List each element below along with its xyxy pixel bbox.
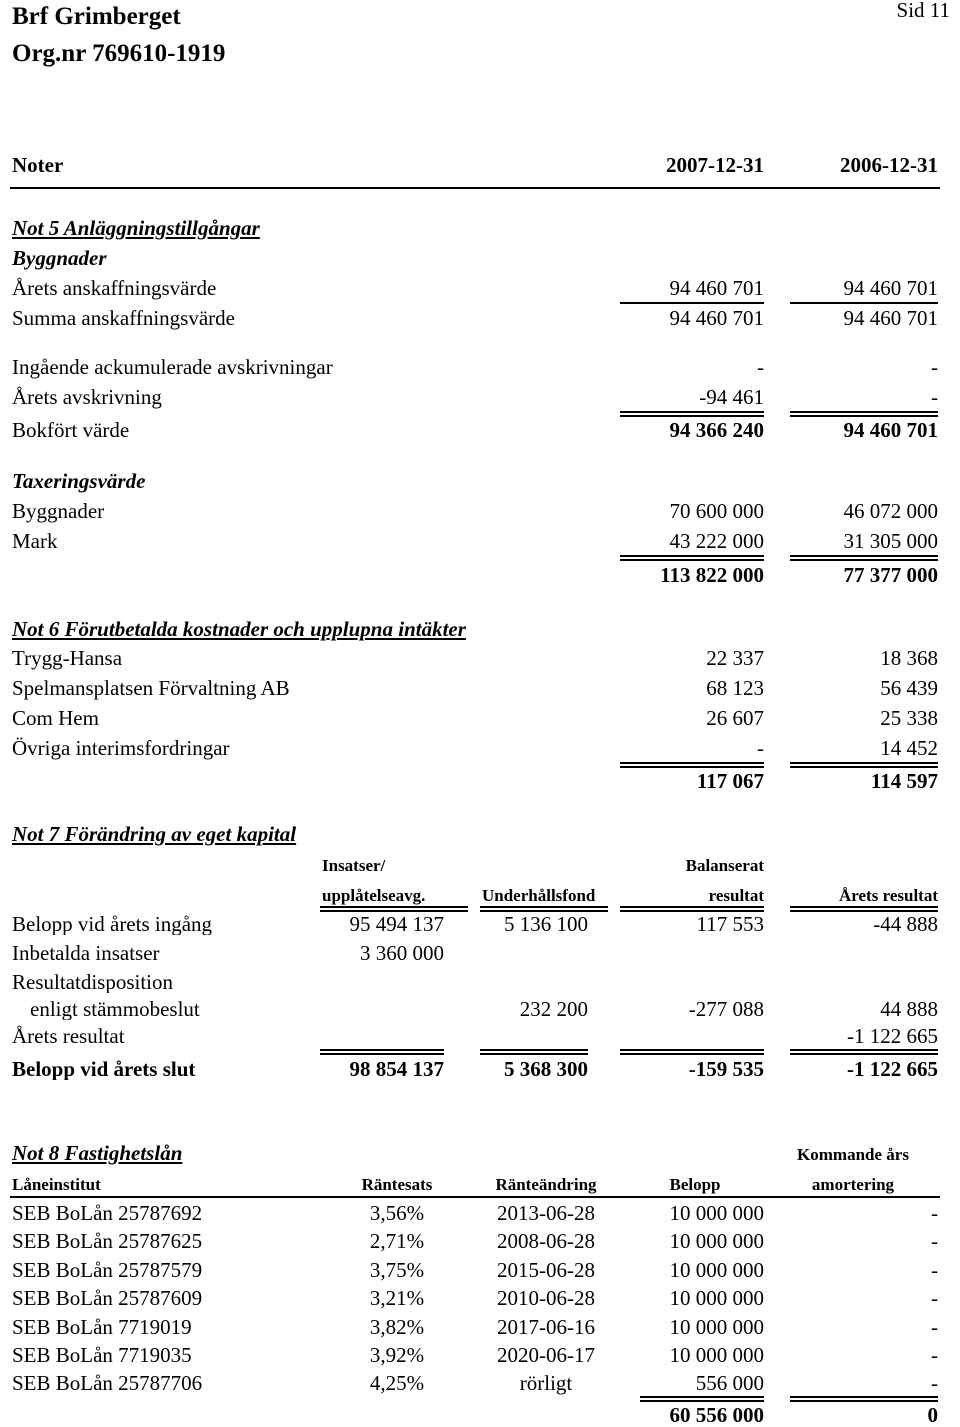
loan-amount: 556 000 bbox=[695, 1371, 764, 1395]
note7-row-maintenance-fund: 232 200 bbox=[519, 997, 588, 1021]
note7-total-year-result: -1 122 665 bbox=[847, 1057, 938, 1081]
note5-subtitle: Byggnader bbox=[12, 246, 107, 270]
loan-rate-change: 2015-06-28 bbox=[497, 1258, 595, 1282]
note5-row-value-2007: -94 461 bbox=[699, 385, 764, 409]
subtotal-rule bbox=[620, 302, 764, 304]
note7-header-retained: resultat bbox=[708, 886, 764, 905]
note6-total-2006: 114 597 bbox=[870, 769, 938, 793]
note5-row-label: Årets anskaffningsvärde bbox=[12, 276, 217, 300]
loan-rate-change: 2020-06-17 bbox=[497, 1343, 595, 1367]
note8-header-lender: Låneinstitut bbox=[12, 1175, 101, 1194]
note7-header-maintenance-fund: Underhållsfond bbox=[482, 886, 596, 905]
double-rule bbox=[480, 1049, 588, 1055]
note6-row-value-2007: 68 123 bbox=[706, 676, 764, 700]
note7-total-contributions: 98 854 137 bbox=[349, 1057, 444, 1081]
tax-total-2006: 77 377 000 bbox=[843, 563, 938, 587]
tax-row-value-2007: 70 600 000 bbox=[669, 499, 764, 523]
loan-amount: 10 000 000 bbox=[669, 1201, 764, 1225]
loan-rate: 3,92% bbox=[369, 1343, 425, 1367]
double-rule bbox=[620, 762, 764, 768]
organization-number: Org.nr 769610-1919 bbox=[12, 40, 226, 67]
loan-amortization: - bbox=[931, 1258, 938, 1282]
loan-amortization: - bbox=[931, 1343, 938, 1367]
note8-header-rate: Räntesats bbox=[361, 1175, 433, 1194]
note7-row-retained: 117 553 bbox=[696, 912, 764, 936]
note7-row-contributions: 3 360 000 bbox=[360, 941, 444, 965]
note5-row-value-2007: 94 460 701 bbox=[669, 306, 764, 330]
note7-total-maintenance-fund: 5 368 300 bbox=[504, 1057, 588, 1081]
loan-rate-change: 2008-06-28 bbox=[497, 1229, 595, 1253]
note5-row-value-2006: - bbox=[931, 355, 938, 379]
loan-amount: 10 000 000 bbox=[669, 1229, 764, 1253]
note8-title: Not 8 Fastighetslån bbox=[12, 1141, 183, 1165]
note5-row-value-2007: 94 460 701 bbox=[669, 276, 764, 300]
note8-header-rule bbox=[10, 1196, 940, 1198]
double-rule bbox=[790, 411, 938, 417]
note7-row-label: Belopp vid årets ingång bbox=[12, 914, 213, 935]
double-rule bbox=[790, 1396, 938, 1402]
loan-rate-change: 2010-06-28 bbox=[497, 1286, 595, 1310]
loan-rate-change: rörligt bbox=[519, 1371, 573, 1395]
note5-row-value-2007: - bbox=[757, 355, 764, 379]
page-number: Sid 11 bbox=[896, 0, 950, 22]
note5-row-label: Summa anskaffningsvärde bbox=[12, 306, 235, 330]
double-rule bbox=[620, 411, 764, 417]
note6-row-label: Trygg-Hansa bbox=[12, 646, 123, 670]
note6-title: Not 6 Förutbetalda kostnader och upplupna intäkter bbox=[12, 617, 466, 641]
note7-title: Not 7 Förändring av eget kapital bbox=[12, 822, 297, 846]
loan-total-amount: 60 556 000 bbox=[669, 1403, 764, 1427]
note6-row-value-2007: - bbox=[757, 736, 764, 760]
note6-row-value-2006: 14 452 bbox=[880, 736, 938, 760]
loan-rate: 3,21% bbox=[369, 1286, 425, 1310]
note5-book-value-2006: 94 460 701 bbox=[843, 418, 938, 442]
note7-row-contributions: 95 494 137 bbox=[349, 912, 444, 936]
note7-header-year-result: Årets resultat bbox=[839, 886, 938, 905]
note7-row-year-result: -1 122 665 bbox=[847, 1024, 938, 1048]
loan-amount: 10 000 000 bbox=[669, 1343, 764, 1367]
note7-row-label: enligt stämmobeslut bbox=[30, 999, 200, 1020]
organization-name: Brf Grimberget bbox=[12, 3, 181, 30]
note8-header-amortization: amortering bbox=[811, 1175, 895, 1194]
note7-row-year-result: -44 888 bbox=[873, 912, 938, 936]
loan-rate: 4,25% bbox=[369, 1371, 425, 1395]
column-header-2006: 2006-12-31 bbox=[840, 153, 938, 177]
note6-row-value-2006: 25 338 bbox=[880, 706, 938, 730]
note5-row-value-2006: 94 460 701 bbox=[843, 276, 938, 300]
double-rule bbox=[790, 555, 938, 561]
tax-total-2007: 113 822 000 bbox=[660, 563, 764, 587]
note7-row-label: Årets resultat bbox=[12, 1024, 125, 1048]
note5-book-value-label: Bokfört värde bbox=[12, 418, 130, 442]
note7-total-label: Belopp vid årets slut bbox=[12, 1059, 196, 1080]
loan-lender: SEB BoLån 25787625 bbox=[12, 1229, 203, 1253]
loan-amortization: - bbox=[931, 1315, 938, 1339]
loan-rate-change: 2013-06-28 bbox=[497, 1201, 595, 1225]
column-header-2007: 2007-12-31 bbox=[666, 153, 764, 177]
double-rule bbox=[790, 1049, 938, 1055]
note5-row-label: Årets avskrivning bbox=[12, 385, 162, 409]
note6-row-value-2007: 26 607 bbox=[706, 706, 764, 730]
subtotal-rule bbox=[790, 302, 938, 304]
loan-lender: SEB BoLån 7719019 bbox=[12, 1315, 192, 1339]
loan-rate: 3,75% bbox=[369, 1258, 425, 1282]
note6-row-label: Spelmansplatsen Förvaltning AB bbox=[12, 676, 290, 700]
note8-header-amount: Belopp bbox=[669, 1175, 721, 1194]
note5-row-value-2006: 94 460 701 bbox=[843, 306, 938, 330]
note6-row-label: Com Hem bbox=[12, 706, 99, 730]
loan-amortization: - bbox=[931, 1201, 938, 1225]
loan-amortization: - bbox=[931, 1229, 938, 1253]
header-rule bbox=[10, 187, 940, 189]
note6-total-2007: 117 067 bbox=[696, 769, 764, 793]
note8-header-amortization-top: Kommande års bbox=[797, 1145, 909, 1164]
double-rule bbox=[790, 762, 938, 768]
note5-row-value-2006: - bbox=[931, 385, 938, 409]
note5-row-label: Ingående ackumulerade avskrivningar bbox=[12, 355, 333, 379]
note7-row-year-result: 44 888 bbox=[880, 997, 938, 1021]
loan-lender: SEB BoLån 25787609 bbox=[12, 1286, 203, 1310]
note6-row-value-2006: 56 439 bbox=[880, 676, 938, 700]
note5-book-value-2007: 94 366 240 bbox=[669, 418, 764, 442]
tax-row-value-2007: 43 222 000 bbox=[669, 529, 764, 553]
tax-value-heading: Taxeringsvärde bbox=[12, 469, 146, 493]
note5-title: Not 5 Anläggningstillgångar bbox=[12, 216, 260, 240]
loan-rate: 3,56% bbox=[369, 1201, 425, 1225]
note7-row-retained: -277 088 bbox=[688, 997, 764, 1021]
loan-amortization: - bbox=[931, 1371, 938, 1395]
loan-lender: SEB BoLån 7719035 bbox=[12, 1343, 192, 1367]
tax-row-value-2006: 46 072 000 bbox=[843, 499, 938, 523]
note7-header-contributions-top: Insatser/ bbox=[322, 856, 386, 875]
loan-lender: SEB BoLån 25787579 bbox=[12, 1258, 203, 1282]
note7-row-maintenance-fund: 5 136 100 bbox=[504, 912, 588, 936]
loan-lender: SEB BoLån 25787706 bbox=[12, 1371, 203, 1395]
note7-total-retained: -159 535 bbox=[688, 1057, 764, 1081]
double-rule bbox=[620, 555, 764, 561]
tax-row-value-2006: 31 305 000 bbox=[843, 529, 938, 553]
notes-heading: Noter bbox=[12, 153, 64, 177]
double-rule bbox=[640, 1396, 764, 1402]
loan-rate: 2,71% bbox=[369, 1229, 425, 1253]
note7-header-contributions: upplåtelseavg. bbox=[322, 886, 426, 905]
loan-amount: 10 000 000 bbox=[669, 1258, 764, 1282]
loan-rate: 3,82% bbox=[369, 1315, 425, 1339]
loan-rate-change: 2017-06-16 bbox=[497, 1315, 595, 1339]
note6-row-value-2007: 22 337 bbox=[706, 646, 764, 670]
loan-amortization: - bbox=[931, 1286, 938, 1310]
double-rule bbox=[320, 1049, 444, 1055]
note6-row-label: Övriga interimsfordringar bbox=[12, 736, 230, 760]
note7-header-retained-top: Balanserat bbox=[685, 856, 764, 875]
note8-header-rate-change: Ränteändring bbox=[495, 1175, 597, 1194]
tax-row-label: Byggnader bbox=[12, 499, 105, 523]
double-rule bbox=[620, 1049, 764, 1055]
loan-lender: SEB BoLån 25787692 bbox=[12, 1201, 203, 1225]
note6-row-value-2006: 18 368 bbox=[880, 646, 938, 670]
loan-amount: 10 000 000 bbox=[669, 1286, 764, 1310]
loan-amount: 10 000 000 bbox=[669, 1315, 764, 1339]
note7-row-label: Inbetalda insatser bbox=[12, 943, 160, 964]
loan-total-amortization: 0 bbox=[927, 1403, 938, 1427]
note7-row-label: Resultatdisposition bbox=[12, 972, 174, 993]
tax-row-label: Mark bbox=[12, 529, 58, 553]
